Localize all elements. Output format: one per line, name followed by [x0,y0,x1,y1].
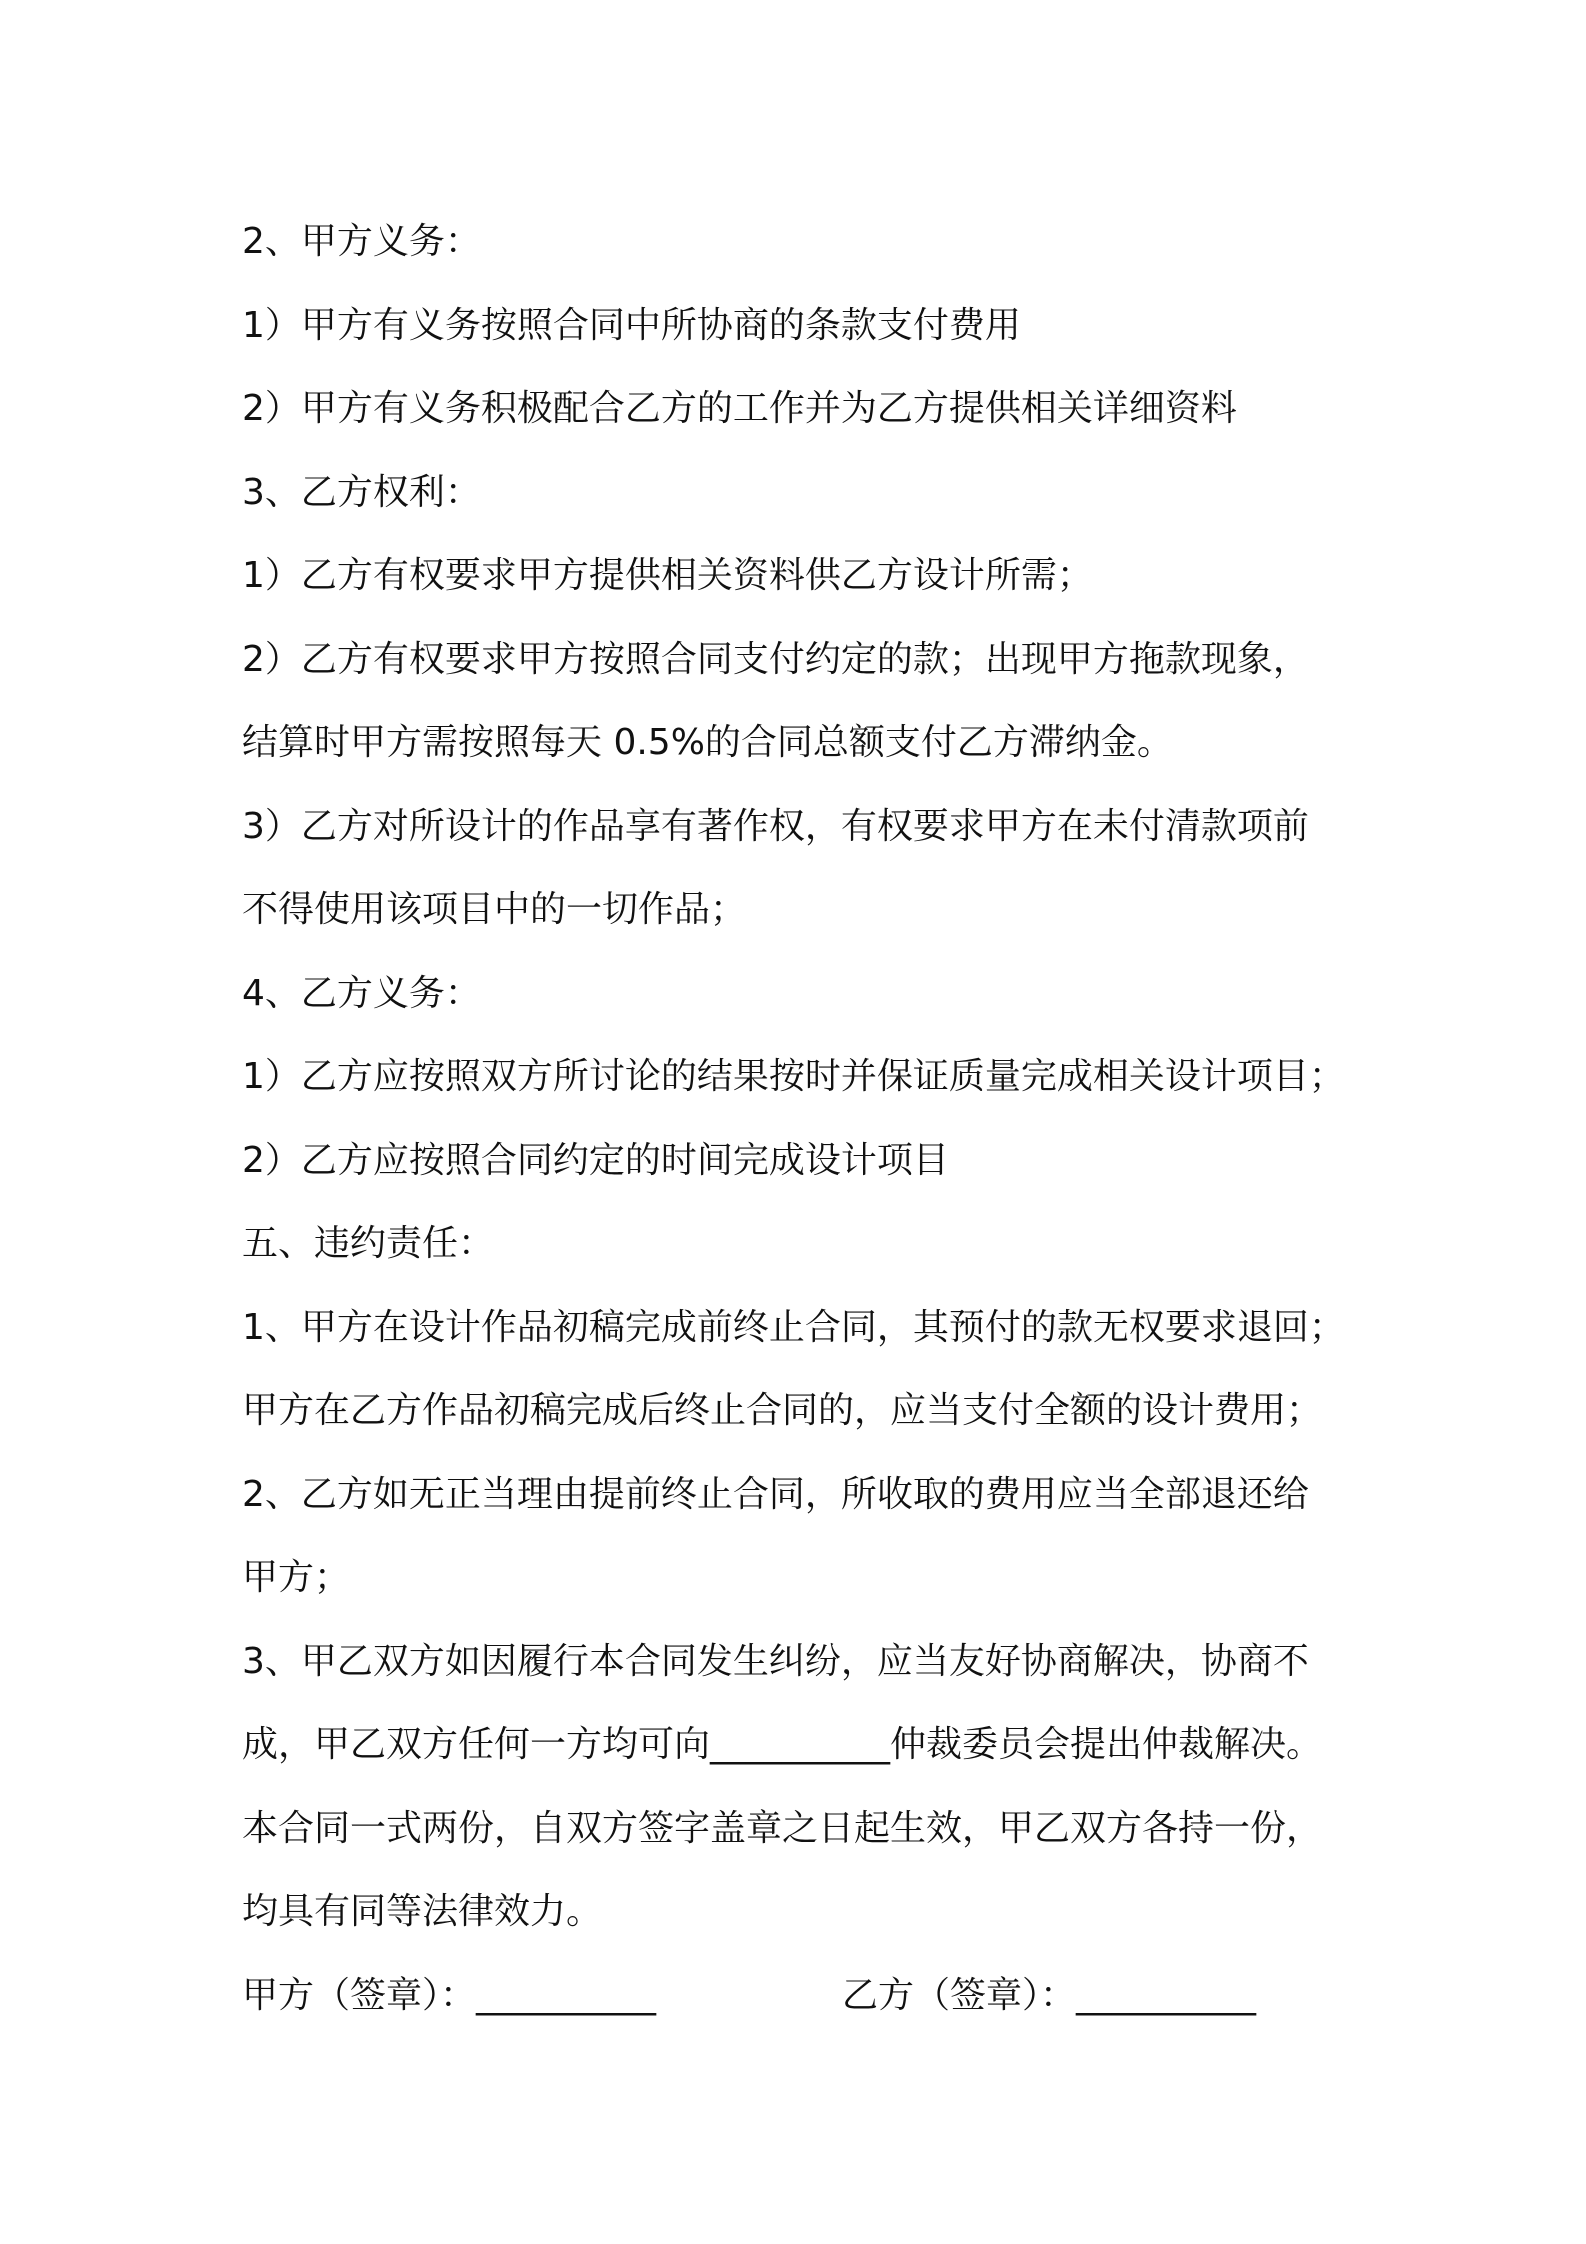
text-line: 1）甲方有义务按照合同中所协商的条款支付费用 [242,304,1021,346]
document-body [242,200,1362,2037]
text-line: 结算时甲方需按照每天 0.5%的合同总额支付乙方滞纳金。 [242,722,1173,763]
text-line: 甲方在乙方作品初稿完成后终止合同的，应当支付全额的设计费用； [242,1390,1323,1431]
text-line: 2）乙方应按照合同约定的时间完成设计项目 [242,1139,949,1181]
signature-row [242,1954,1362,2038]
text-line: 成，甲乙双方任何一方均可向__________仲裁委员会提出仲裁解决。 [242,1724,1323,1765]
text-line: 1、甲方在设计作品初稿完成前终止合同，其预付的款无权要求退回； [242,1306,1345,1348]
text-line: 3）乙方对所设计的作品享有著作权，有权要求甲方在未付清款项前 [242,805,1309,847]
text-line: 2）甲方有义务积极配合乙方的工作并为乙方提供相关详细资料 [242,388,1237,429]
text-line: 本合同一式两份，自双方签字盖章之日起生效，甲乙双方各持一份， [242,1807,1323,1849]
party-b-signature: 乙方（签章）：__________ [842,1974,1257,2016]
text-line: 1）乙方有权要求甲方提供相关资料供乙方设计所需； [242,555,1093,596]
text-line: 4、乙方义务： [242,972,481,1014]
text-line: 3、甲乙双方如因履行本合同发生纠纷，应当友好协商解决，协商不 [242,1640,1309,1682]
text-line: 2、甲方义务： [242,221,481,262]
text-line: 均具有同等法律效力。 [242,1891,603,1932]
text-line: 五、违约责任： [242,1223,495,1264]
party-a-signature: 甲方（签章）：__________ [242,1974,657,2016]
text-line: 甲方； [242,1557,351,1598]
text-line: 1）乙方应按照双方所讨论的结果按时并保证质量完成相关设计项目； [242,1056,1345,1097]
text-line: 3、乙方权利： [242,471,481,513]
text-line: 2）乙方有权要求甲方按照合同支付约定的款；出现甲方拖款现象， [242,638,1309,680]
text-line: 不得使用该项目中的一切作品； [242,889,747,930]
text-line: 2、乙方如无正当理由提前终止合同，所收取的费用应当全部退还给 [242,1473,1309,1515]
